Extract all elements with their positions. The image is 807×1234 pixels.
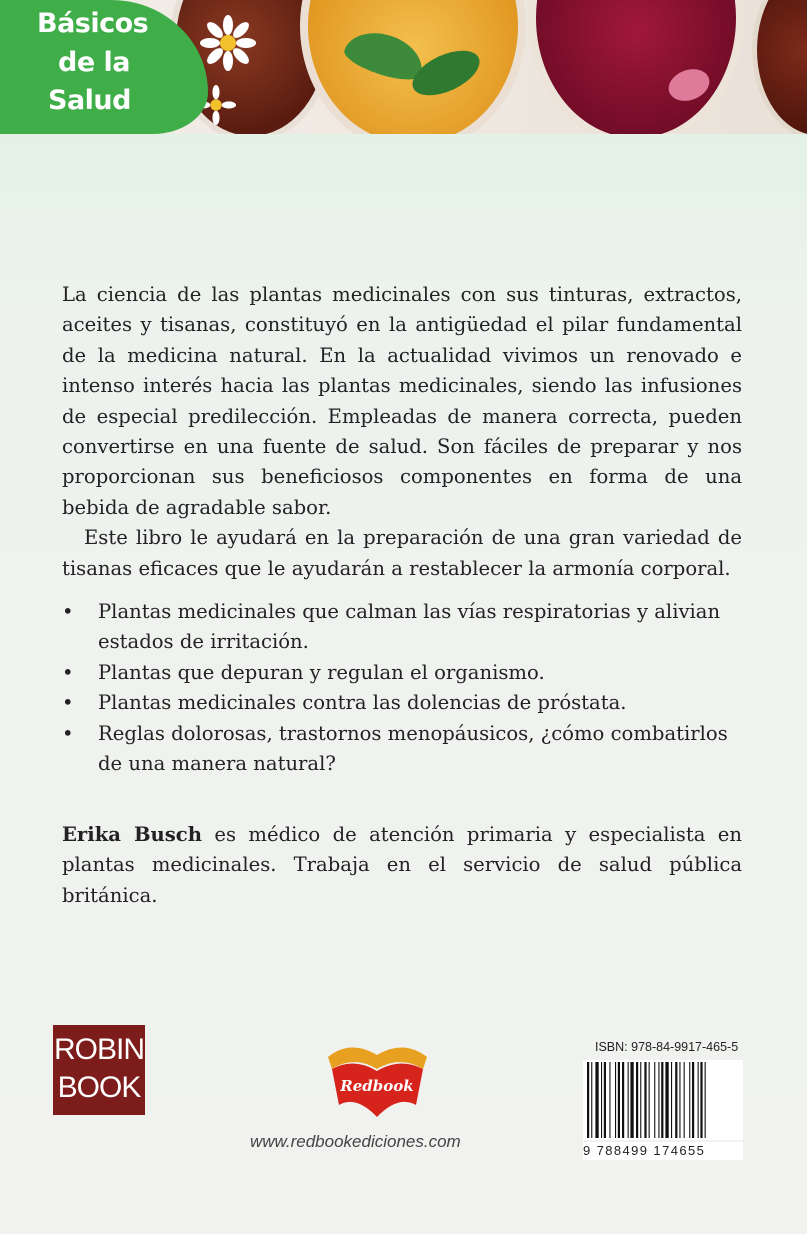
list-item (62, 658, 742, 688)
tea-cup-brown (752, 0, 807, 134)
publisher-website[interactable]: www.redbookediciones.com (250, 1132, 461, 1151)
list-item-text: Plantas medicinales contra las dolencias de próstata. (98, 691, 627, 715)
robin-logo-line: ROBIN (53, 1033, 144, 1066)
list-item-text: Plantas medicinales que calman las vías respiratorias y alivian estados de irritación. (98, 600, 721, 654)
book-description (62, 280, 742, 584)
description-paragraph: Este libro le ayudará en la preparación de una gran variedad de tisanas eficaces que le ayudarán a restablecer la armonía corporal. (62, 526, 742, 580)
series-title-line: Salud (48, 85, 131, 116)
author-bio-text: es médico de atención primaria y especialista en plantas medicinales. Trabaja en el servicio de salud pública británica. (62, 823, 743, 907)
redbook-label: Redbook (340, 1077, 414, 1095)
list-item (62, 597, 742, 658)
daisy-flower-icon (200, 15, 256, 71)
author-name: Erika Busch (62, 823, 202, 846)
isbn-label: ISBN: 978-84-9917-465-5 (595, 1040, 739, 1054)
header-photo-strip (0, 0, 807, 134)
barcode-icon (583, 1060, 743, 1140)
list-item-text: Reglas dolorosas, trastornos menopáusicos, ¿cómo combatirlos de una manera natural? (98, 721, 728, 776)
tea-cup-red (528, 0, 744, 134)
list-item-text: Plantas que depuran y regulan el organismo. (98, 660, 545, 684)
author-bio (62, 820, 742, 911)
robin-book-logo (53, 1025, 145, 1115)
feature-list (62, 597, 742, 779)
list-item (62, 719, 742, 780)
series-title-line: Básicos (37, 8, 149, 39)
barcode (583, 1060, 743, 1140)
bullet-icon: • (62, 691, 74, 715)
description-paragraph: La ciencia de las plantas medicinales con sus tinturas, extractos, aceites y tisanas, constituyó en la antigüedad el pilar fundamental de la medicina natural. En la actualidad vivimos un renovado e intenso interés hacia las plantas medicinales, siendo las infusiones de especial predilección. Empleadas de manera correcta, pueden convertirse en una fuente de salud. Son fáciles de preparar y nos proporcionan sus beneficiosos componentes en forma de una bebida de agradable sabor. (62, 283, 742, 519)
barcode-digits: 9 788499 174655 (583, 1142, 743, 1160)
list-item (62, 688, 742, 718)
robin-logo-line: BOOK (57, 1071, 141, 1104)
series-title-line: de la (58, 47, 131, 78)
bullet-icon: • (62, 660, 74, 684)
bullet-icon: • (62, 600, 74, 623)
bullet-icon: • (62, 721, 74, 745)
